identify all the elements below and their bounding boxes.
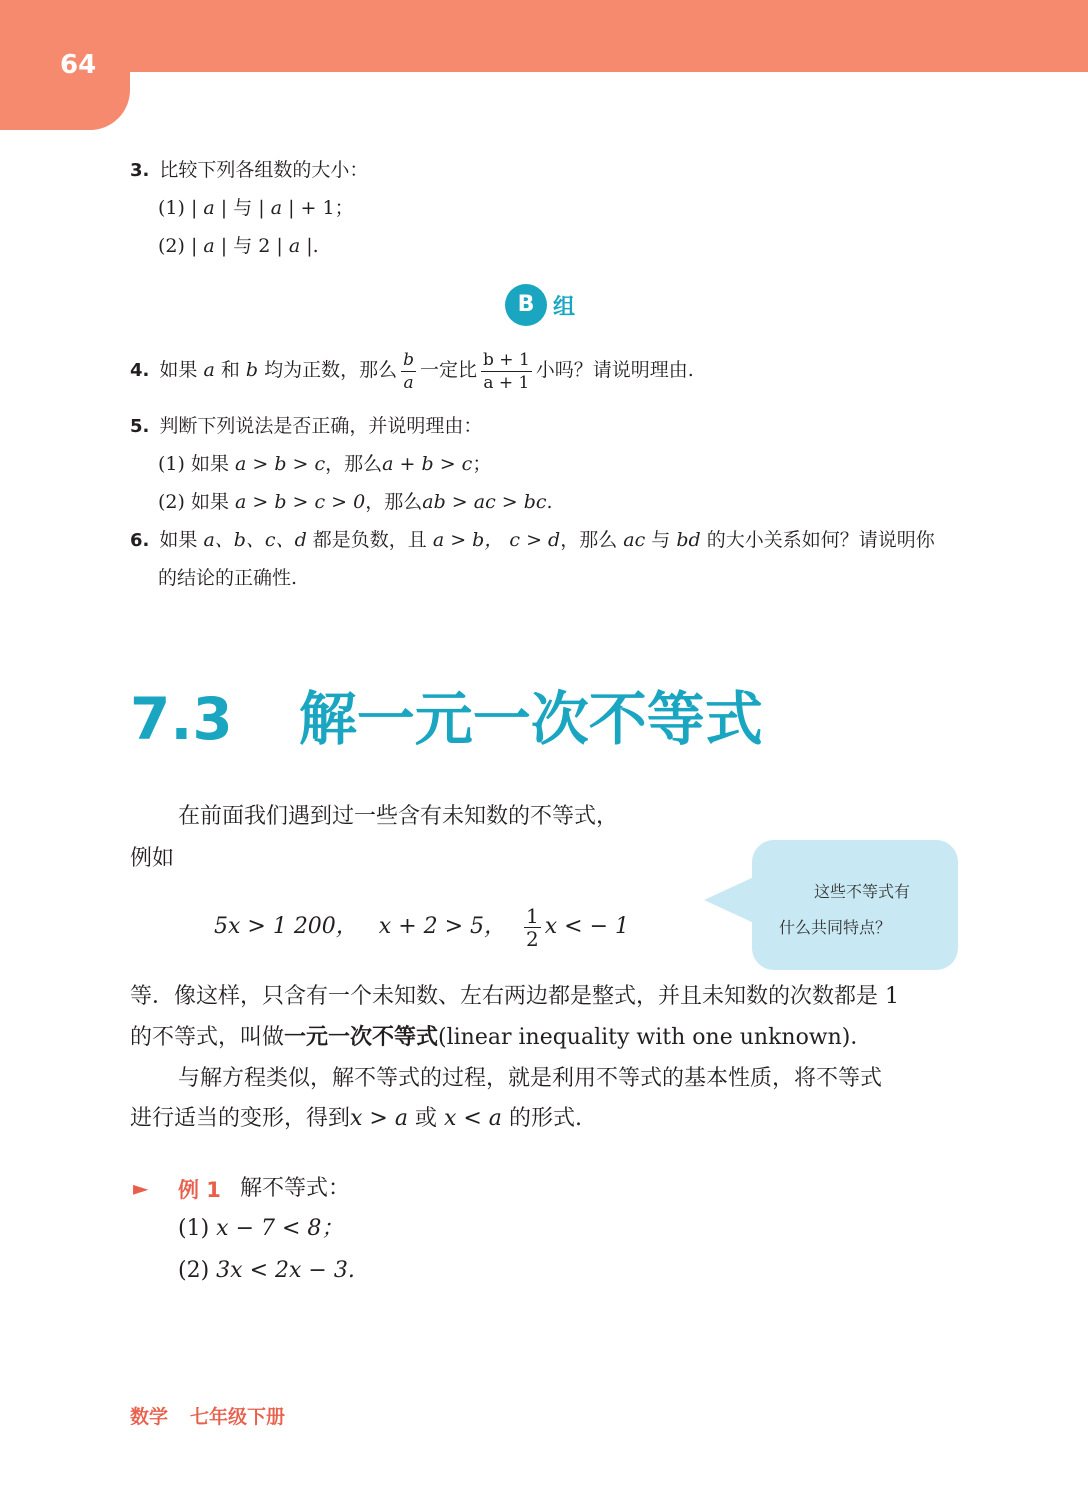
example-label: 例 1 [178, 1178, 221, 1202]
speech-bubble [752, 840, 958, 970]
text: ，那么 [365, 491, 423, 513]
var: ac [623, 529, 646, 551]
text: ，那么 [560, 529, 618, 551]
expr: ab > ac > bc [422, 491, 547, 513]
part-label: (1) [158, 197, 185, 219]
text: 与 [651, 529, 671, 551]
form-2: x < a [443, 1106, 502, 1131]
text: 的不等式，叫做 [130, 1025, 285, 1050]
example-text: 解不等式： [240, 1176, 351, 1201]
var: a [203, 197, 215, 219]
text: 和 [220, 359, 240, 381]
part-label: (2) 如果 [158, 491, 229, 513]
tail: + 1； [300, 197, 354, 219]
numerator: 1 [526, 903, 539, 928]
var: a [288, 235, 301, 257]
intro-line-2: 例如 [130, 846, 175, 871]
intro-line-1: 在前面我们遇到过一些含有未知数的不等式， [178, 804, 619, 829]
part-label: (2) [158, 235, 185, 257]
exercise-3-part-2: (2) | a | 与 2 | a |. [158, 235, 319, 257]
exercise-4-number: 4. [130, 360, 150, 381]
var: bd [676, 529, 701, 551]
bubble-tail [704, 876, 756, 924]
text: 的形式. [508, 1106, 582, 1131]
section-title [130, 672, 763, 756]
english-term: (linear inequality with one unknown)． [438, 1025, 873, 1050]
section-number: 7.3 [130, 685, 233, 753]
paragraph-2-line-1: 与解方程类似，解不等式的过程，就是利用不等式的基本性质，将不等式 [178, 1066, 883, 1091]
numerator: b [403, 349, 414, 370]
text: 一定比 [420, 359, 478, 381]
text: 如果 [159, 529, 198, 551]
bubble-line-2: 什么共同特点？ [779, 918, 892, 937]
exercise-6 [130, 526, 935, 555]
inequality-2: x + 2 > 5， [378, 914, 507, 939]
denominator: a + 1 [483, 372, 530, 393]
text: ，那么 [325, 453, 383, 475]
footer-subject: 数学 [130, 1406, 169, 1428]
vars: a、b、c、d [203, 529, 307, 551]
expr: c > d [509, 529, 561, 551]
text: . [546, 491, 553, 513]
example-part-1 [178, 1214, 343, 1244]
connector: 与 [233, 197, 253, 219]
page-number: 64 [60, 50, 97, 80]
tail: . [312, 235, 319, 257]
var: b [245, 359, 259, 381]
definition-line-1: 等．像这样，只含有一个未知数、左右两边都是整式，并且未知数的次数都是 1 [130, 984, 899, 1009]
connector: 与 2 [233, 235, 271, 257]
example-arrow-icon: ► [133, 1176, 149, 1200]
exercise-5-part-2 [158, 488, 553, 516]
form-1: x > a [350, 1106, 408, 1131]
exercise-4 [130, 346, 694, 395]
group-b-heading [505, 284, 575, 326]
expr: a > b > c [235, 453, 326, 475]
inequality-examples [214, 902, 629, 952]
inequality-3: x < − 1 [544, 914, 630, 939]
denominator: a [403, 372, 414, 393]
text: ； [472, 453, 492, 475]
exercise-5-text: 判断下列说法是否正确，并说明理由： [159, 415, 483, 437]
exercise-3-part-1: (1) | a | 与 | a | + 1； [158, 197, 354, 219]
part-label: (1) 如果 [158, 453, 229, 475]
footer-grade: 七年级下册 [190, 1406, 286, 1428]
definition-line-2 [130, 1022, 872, 1053]
exercise-5-number: 5. [130, 416, 150, 437]
exercise-5 [130, 412, 482, 441]
bubble-line-1: 这些不等式有 [814, 882, 911, 901]
numerator: b + 1 [483, 349, 530, 370]
footer [130, 1402, 285, 1429]
group-b-word: 组 [553, 294, 576, 320]
var: a [203, 235, 215, 257]
exercise-6-number: 6. [130, 530, 150, 551]
text: 进行适当的变形，得到 [130, 1106, 351, 1131]
fraction-one-half [524, 905, 541, 950]
expr: a > b， [432, 529, 504, 551]
text: 的大小关系如何？请说明你 [706, 529, 935, 551]
group-b-badge: B [505, 284, 547, 326]
part-label: (1) [178, 1216, 210, 1241]
exercise-3-text: 比较下列各组数的大小： [159, 159, 369, 181]
text: 如果 [159, 359, 198, 381]
text: 都是负数，且 [312, 529, 427, 551]
expr: a > b > c > 0 [235, 491, 366, 513]
paragraph-2-line-2 [130, 1104, 582, 1134]
part-label: (2) [178, 1258, 210, 1283]
exercise-3-number: 3. [130, 160, 150, 181]
text: 或 [414, 1106, 437, 1131]
expr: a + b > c [382, 453, 473, 475]
fraction-b1-over-a1 [481, 349, 532, 394]
exercise-5-part-1 [158, 450, 491, 478]
exercise-6-line-2: 的结论的正确性. [158, 567, 298, 589]
expr: x − 7 < 8； [216, 1216, 344, 1241]
example-part-2 [178, 1256, 355, 1286]
text: 均为正数，那么 [264, 359, 398, 381]
expr: 3x < 2x − 3. [216, 1258, 355, 1283]
section-name: 解一元一次不等式 [298, 685, 763, 753]
header-bar [0, 0, 1088, 72]
exercise-3 [130, 156, 368, 185]
inequality-1: 5x > 1 200， [214, 914, 358, 939]
fraction-b-over-a [401, 349, 416, 394]
var: a [270, 197, 283, 219]
text: 小吗？请说明理由. [535, 359, 694, 381]
defined-term: 一元一次不等式 [284, 1024, 439, 1050]
denominator: 2 [526, 926, 539, 951]
var: a [203, 359, 215, 381]
